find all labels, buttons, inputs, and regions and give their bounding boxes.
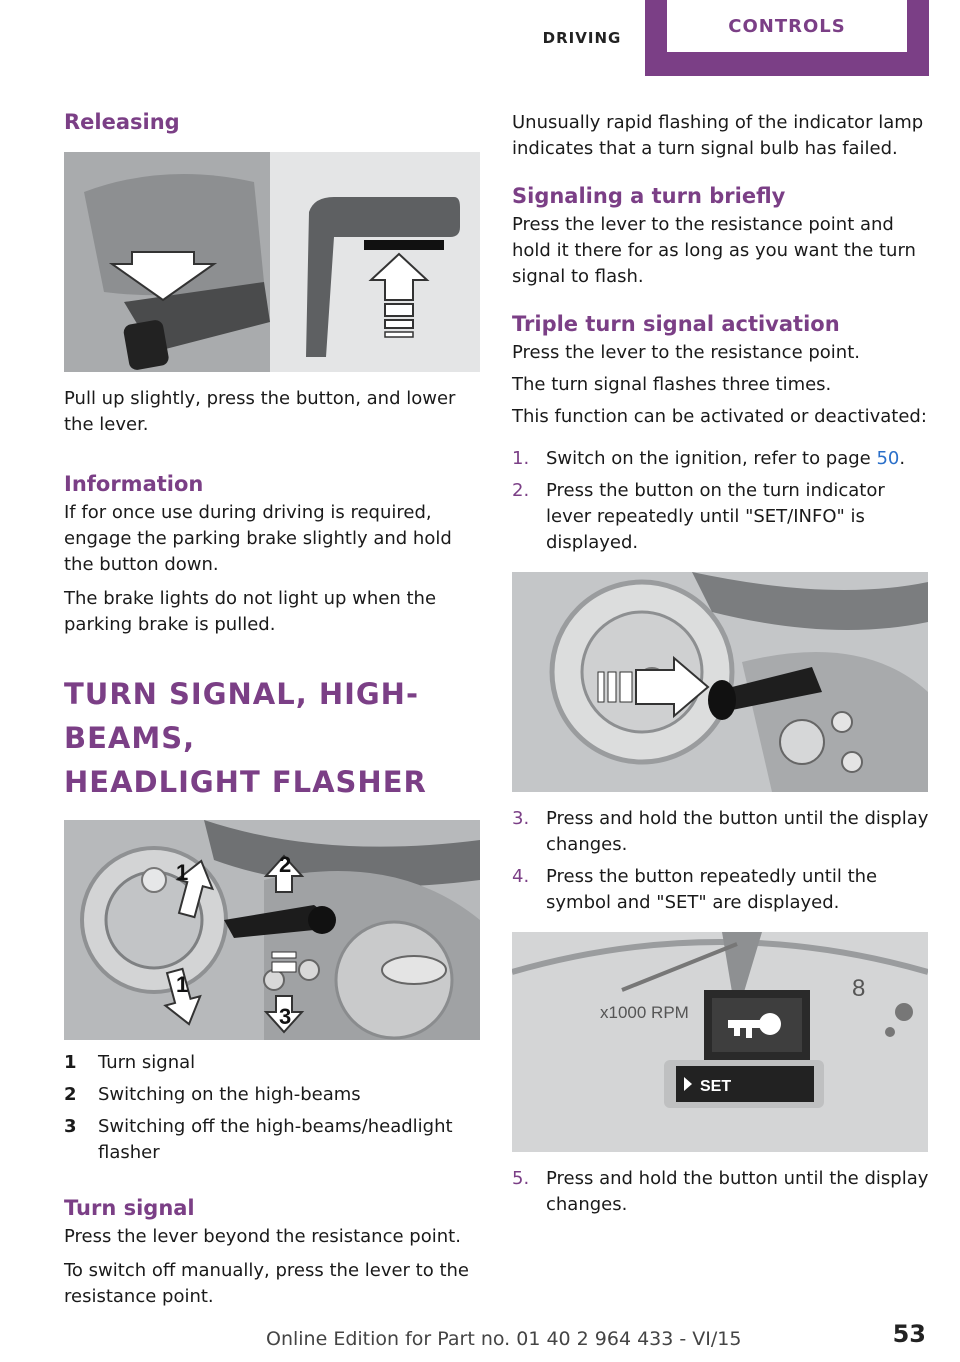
turn-signal-heading: Turn signal — [64, 1196, 195, 1220]
page-link[interactable]: 50 — [876, 448, 900, 469]
step-number: 4. — [512, 866, 530, 887]
legend-item — [64, 1082, 484, 1108]
display-set-text: SET — [700, 1078, 732, 1095]
step-number: 2. — [512, 480, 530, 501]
step-text: Press and hold the button until the display changes. — [546, 808, 929, 855]
figure-label-1-bottom: 1 — [176, 972, 189, 997]
legend-text: Switching on the high-beams — [98, 1084, 361, 1105]
triple-paragraph-3: This function can be activated or deactivated: — [512, 406, 927, 427]
step-text: Press the button on the turn indicator lever repeatedly until "SET/INFO" is displayed. — [546, 480, 885, 553]
triple-heading: Triple turn signal activation — [512, 312, 840, 336]
brief-text: Press the lever to the resistance point and hold it there for as long as you want the turn signal to flash. — [512, 214, 916, 287]
information-paragraph-1: If for once use during driving is required, engage the parking brake slightly and hold the button down. — [64, 502, 452, 575]
information-paragraph-2: The brake lights do not light up when the parking brake is pulled. — [64, 588, 437, 635]
figure-label-2: 2 — [279, 852, 292, 877]
step-2 — [512, 478, 932, 556]
triple-paragraph-2: The turn signal flashes three times. — [512, 374, 832, 395]
legend-list — [64, 1050, 484, 1166]
step-text: Press the button repeatedly until the symbol and "SET" are displayed. — [546, 866, 878, 913]
tab-driving[interactable]: DRIVING — [542, 29, 622, 47]
figure-label-3: 3 — [279, 1004, 292, 1029]
step-5 — [512, 1166, 932, 1218]
legend-item — [64, 1050, 484, 1076]
turn-signal-paragraph-1: Press the lever beyond the resistance point. — [64, 1226, 461, 1247]
figure-label-1-top: 1 — [176, 860, 189, 885]
svg-text:8: 8 — [852, 975, 866, 1002]
step-number: 1. — [512, 448, 530, 469]
step-text: Press and hold the button until the display changes. — [546, 1168, 929, 1215]
legend-number: 1 — [64, 1052, 77, 1073]
turn-signal-paragraph-2: To switch off manually, press the lever to the resistance point. — [64, 1260, 469, 1307]
releasing-text: Pull up slightly, press the button, and lower the lever. — [64, 388, 456, 435]
legend-number: 3 — [64, 1116, 77, 1137]
section-title — [64, 672, 484, 804]
triple-paragraph-1: Press the lever to the resistance point. — [512, 342, 860, 363]
right-column — [512, 100, 932, 1218]
intro-text: Unusually rapid flashing of the indicator lamp indicates that a turn signal bulb has failed. — [512, 112, 924, 159]
figure-turn-indicator-button — [512, 572, 928, 792]
legend-number: 2 — [64, 1084, 77, 1105]
step-text: Switch on the ignition, refer to page 50. — [546, 448, 906, 469]
figure-speedometer-display — [512, 932, 928, 1152]
left-column — [64, 100, 484, 1310]
page-number: 53 — [892, 1320, 926, 1348]
header-tabs — [520, 0, 930, 76]
releasing-heading: Releasing — [64, 110, 180, 134]
step-1 — [512, 446, 932, 472]
legend-text: Turn signal — [98, 1052, 196, 1073]
section-title-line-2: HEADLIGHT FLASHER — [64, 765, 427, 799]
step-3 — [512, 806, 932, 858]
legend-text: Switching off the high-beams/headlight flasher — [98, 1116, 453, 1163]
step-number: 5. — [512, 1168, 530, 1189]
tab-controls-label: CONTROLS — [667, 0, 907, 52]
tab-controls[interactable] — [645, 0, 929, 76]
step-number: 3. — [512, 808, 530, 829]
rpm-label: x1000 RPM — [600, 1003, 689, 1022]
footer-edition: Online Edition for Part no. 01 40 2 964 433 - VI/15 — [266, 1328, 742, 1350]
legend-item — [64, 1114, 484, 1166]
step-4 — [512, 864, 932, 916]
section-title-line-1: TURN SIGNAL, HIGH-BEAMS, — [64, 677, 419, 755]
page-footer — [0, 1318, 960, 1358]
information-heading: Information — [64, 472, 204, 496]
figure-turn-signal-lever — [64, 820, 480, 1040]
brief-heading: Signaling a turn briefly — [512, 184, 786, 208]
figure-parking-brake-release — [64, 152, 480, 372]
